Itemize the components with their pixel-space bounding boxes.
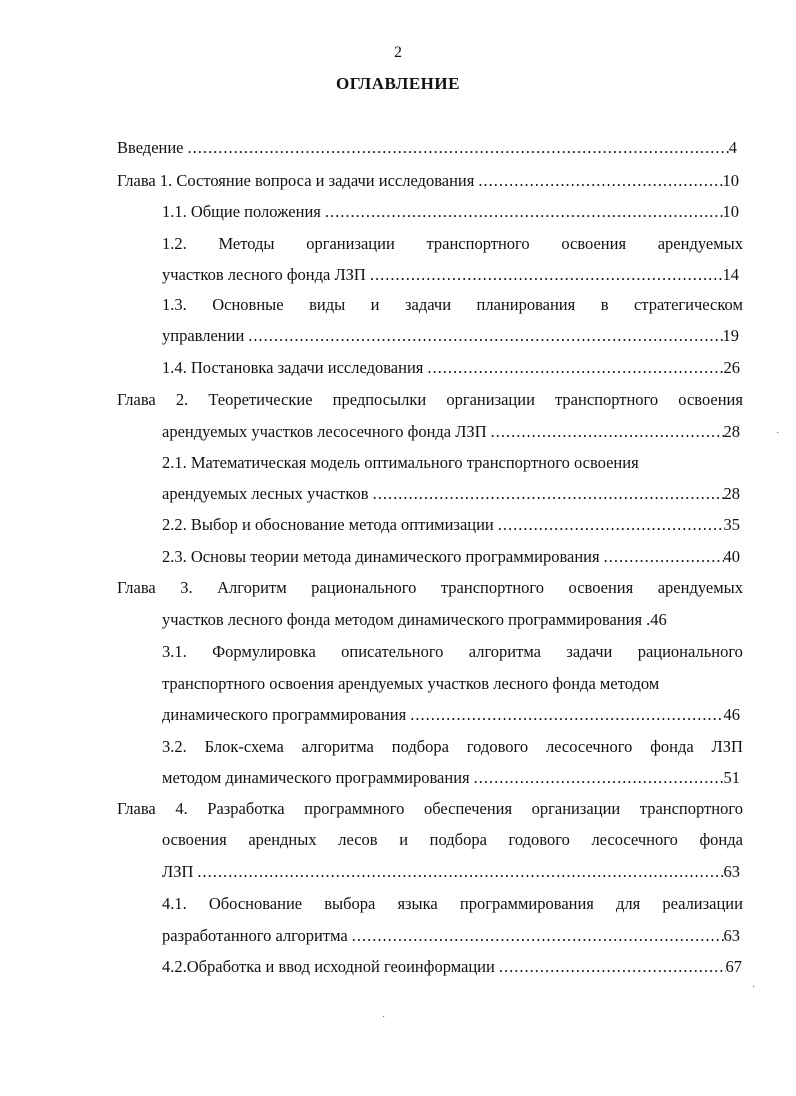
toc-entry-section-1-3-line2[interactable]: [162, 326, 739, 346]
toc-word: Алгоритм: [217, 578, 287, 597]
toc-word: алгоритма: [468, 642, 542, 661]
toc-entry-text: участков лесного фонда методом динамического программирования: [162, 610, 643, 629]
toc-word: освоения: [561, 234, 627, 253]
toc-word: лесосечного: [591, 830, 678, 849]
toc-word: транспортного: [426, 234, 530, 253]
toc-leader-dots: [470, 768, 724, 788]
toc-word: 3.2.: [162, 737, 187, 756]
toc-entry-text: управлении: [162, 326, 245, 345]
toc-word: фонда: [699, 830, 743, 849]
toc-word: рационального: [637, 642, 743, 661]
toc-entry-section-2-2[interactable]: [162, 515, 740, 535]
toc-entry-section-3-2-line1[interactable]: [162, 737, 743, 757]
toc-page-number: 4: [728, 138, 737, 157]
toc-word: алгоритма: [301, 737, 374, 756]
toc-word: и: [399, 830, 409, 849]
page-number: 2: [394, 44, 402, 61]
toc-entry-section-1-4[interactable]: [162, 358, 740, 378]
scan-speck: ·: [776, 428, 780, 439]
scan-speck: ·: [752, 982, 756, 993]
toc-page-number: 35: [723, 515, 740, 534]
toc-word: годового: [508, 830, 570, 849]
toc-leader-dots: [494, 515, 724, 535]
toc-word: транспортного: [555, 390, 659, 409]
toc-entry-chapter-2-line2[interactable]: [162, 422, 740, 442]
toc-word: Методы: [218, 234, 275, 253]
toc-page-number: 10: [722, 171, 739, 190]
toc-entry-section-1-1[interactable]: [162, 202, 739, 222]
toc-page-number: 63: [723, 862, 740, 881]
toc-leader-dots: [369, 484, 724, 504]
toc-word: языка: [397, 894, 438, 913]
toc-word: подбора: [391, 737, 449, 756]
toc-entry-text: динамического программирования: [162, 705, 407, 724]
toc-word: Глава: [117, 799, 156, 818]
toc-word: стратегическом: [633, 295, 743, 314]
toc-word: выбора: [324, 894, 376, 913]
toc-word: 1.3.: [162, 295, 187, 314]
toc-word: программирования: [459, 894, 594, 913]
toc-entry-text: Введение: [117, 138, 184, 157]
toc-word: лесосечного: [545, 737, 633, 756]
toc-leader-dots: [495, 957, 726, 977]
toc-word: ЛЗП: [711, 737, 743, 756]
toc-page-number: 28: [723, 422, 740, 441]
toc-word: 3.: [180, 578, 193, 597]
toc-word: подбора: [429, 830, 487, 849]
toc-word: Блок-схема: [204, 737, 284, 756]
toc-word: освоения: [162, 830, 227, 849]
toc-entry-text: 1.1. Общие положения: [162, 202, 321, 221]
toc-page-number: 26: [723, 358, 740, 377]
toc-entry-section-2-1-line1[interactable]: [162, 453, 722, 473]
toc-entry-text: 4.2.Обработка и ввод исходной геоинформации: [162, 957, 495, 976]
toc-entry-intro[interactable]: [117, 138, 737, 158]
toc-word: виды: [309, 295, 346, 314]
toc-word: 2.: [175, 390, 189, 409]
toc-word: рационального: [311, 578, 417, 597]
toc-entry-section-3-2-line2[interactable]: [162, 768, 740, 788]
toc-word: Основные: [212, 295, 284, 314]
toc-entry-text: 1.4. Постановка задачи исследования: [162, 358, 424, 377]
toc-page-number: 19: [722, 326, 739, 345]
toc-page-number: 46: [723, 705, 740, 724]
toc-page-number: 67: [725, 957, 742, 976]
toc-entry-chapter-4-line3[interactable]: [162, 862, 740, 882]
toc-word: планирования: [476, 295, 576, 314]
toc-entry-section-1-2-line2[interactable]: [162, 265, 739, 285]
toc-word: организации: [306, 234, 395, 253]
toc-leader-dots: [366, 265, 723, 285]
toc-page-number: .46: [646, 610, 667, 629]
toc-word: 4.1.: [162, 894, 187, 913]
toc-entry-section-2-1-line2[interactable]: [162, 484, 740, 504]
toc-page-number: 28: [723, 484, 740, 503]
toc-word: 1.2.: [162, 234, 187, 253]
toc-leader-dots: [193, 862, 723, 882]
toc-word: обеспечения: [423, 799, 513, 818]
toc-leader-dots: [321, 202, 723, 222]
toc-word: Глава: [117, 578, 156, 597]
toc-entry-text: 2.2. Выбор и обоснование метода оптимизации: [162, 515, 494, 534]
toc-entry-section-4-1-line1[interactable]: [162, 894, 743, 914]
toc-entry-section-3-1-line2[interactable]: [162, 674, 743, 694]
toc-word: годового: [466, 737, 529, 756]
toc-entry-text: разработанного алгоритма: [162, 926, 348, 945]
toc-word: и: [370, 295, 380, 314]
toc-word: описательного: [341, 642, 444, 661]
toc-word: арендуемых: [657, 234, 743, 253]
toc-word: организации: [446, 390, 535, 409]
toc-entry-text: методом динамического программирования: [162, 768, 470, 787]
toc-leader-dots: [244, 326, 722, 346]
toc-entry-chapter-3-line2[interactable]: [162, 610, 740, 630]
toc-entry-chapter-3-line1[interactable]: [117, 578, 743, 598]
toc-page-number: 14: [722, 265, 739, 284]
toc-entry-text: участков лесного фонда ЛЗП: [162, 265, 366, 284]
toc-entry-text: Глава 1. Состояние вопроса и задачи исследования: [117, 171, 475, 190]
toc-leader-dots: [184, 138, 729, 158]
toc-word: реализации: [662, 894, 743, 913]
toc-word: фонда: [650, 737, 694, 756]
toc-word: Обоснование: [208, 894, 303, 913]
toc-leader-dots: [348, 926, 724, 946]
toc-word: организации: [531, 799, 621, 818]
toc-page-number: 10: [722, 202, 739, 221]
toc-entry-text: 2.3. Основы теории метода динамического программирования: [162, 547, 600, 566]
toc-entry-text: арендуемых лесных участков: [162, 484, 369, 503]
scan-speck: ·: [382, 1012, 386, 1023]
toc-word: задачи: [405, 295, 452, 314]
toc-word: транспортного: [440, 578, 545, 597]
toc-leader-dots: [474, 171, 722, 191]
toc-entry-chapter-4-line1[interactable]: [117, 799, 743, 819]
toc-entry-section-4-2[interactable]: [162, 957, 742, 977]
toc-word: арендуемых: [657, 578, 743, 597]
toc-word: арендных: [248, 830, 317, 849]
toc-entry-section-2-3[interactable]: [162, 547, 740, 567]
toc-leader-dots: [406, 705, 723, 725]
toc-page-number: 63: [723, 926, 740, 945]
toc-entry-chapter-4-line2[interactable]: [162, 830, 743, 850]
toc-word: 3.1.: [162, 642, 187, 661]
toc-leader-dots: [600, 547, 724, 567]
toc-word: в: [600, 295, 609, 314]
toc-word: транспортного: [639, 799, 743, 818]
toc-page-value: 46: [650, 610, 667, 629]
toc-entry-text: арендуемых участков лесосечного фонда ЛЗП: [162, 422, 487, 441]
toc-entry-text: ЛЗП: [162, 862, 194, 881]
toc-page-number: 40: [723, 547, 740, 566]
toc-entry-section-1-2-line1[interactable]: [162, 234, 743, 254]
toc-leader-dots: [423, 358, 723, 378]
toc-word: задачи: [566, 642, 613, 661]
toc-entry-section-4-1-line2[interactable]: [162, 926, 740, 946]
toc-word: 4.: [175, 799, 188, 818]
toc-word: Глава: [117, 390, 156, 409]
toc-word: освоения: [678, 390, 743, 409]
toc-word: для: [616, 894, 641, 913]
toc-word: Теоретические: [208, 390, 313, 409]
toc-word: Формулировка: [212, 642, 316, 661]
toc-entry-chapter-1[interactable]: [117, 171, 739, 191]
toc-entry-text: 2.1. Математическая модель оптимального транспортного освоения: [162, 453, 639, 472]
toc-word: освоения: [568, 578, 634, 597]
toc-entry-section-1-3-line1[interactable]: [162, 295, 743, 315]
page-title: ОГЛАВЛЕНИЕ: [336, 74, 460, 93]
toc-page-number: 51: [723, 768, 740, 787]
toc-entry-text: транспортного освоения арендуемых участков лесного фонда методом: [162, 674, 660, 693]
toc-entry-chapter-2-line1[interactable]: [117, 390, 743, 410]
toc-word: лесов: [338, 830, 378, 849]
toc-entry-section-3-1-line3[interactable]: [162, 705, 740, 725]
toc-word: Разработка: [207, 799, 285, 818]
toc-leader-dots: [487, 422, 724, 442]
toc-entry-section-3-1-line1[interactable]: [162, 642, 743, 662]
toc-word: предпосылки: [332, 390, 427, 409]
toc-word: программного: [304, 799, 405, 818]
